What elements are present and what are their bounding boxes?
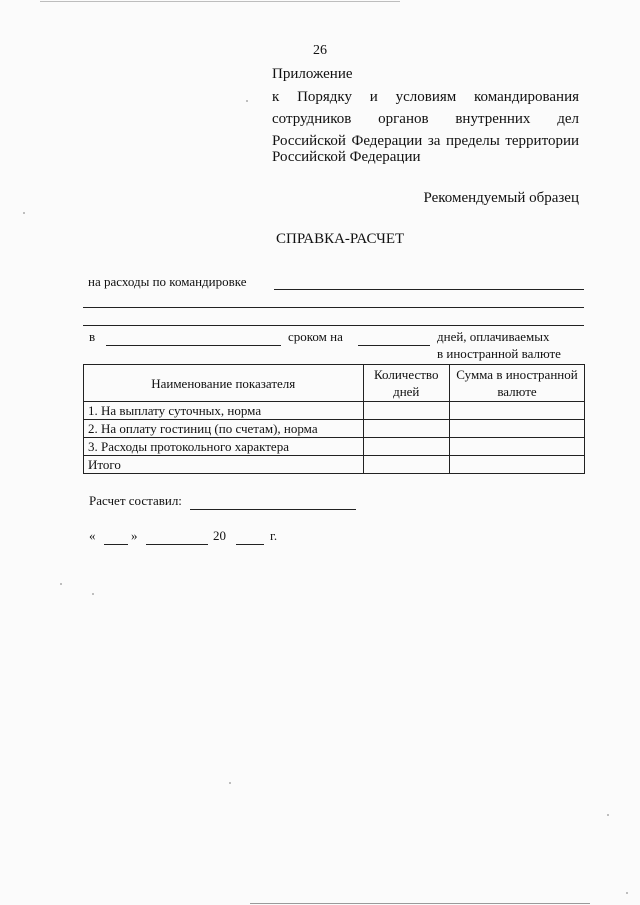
date-day-field[interactable] [104,544,128,545]
expenses-purpose-field-line-3[interactable] [83,325,584,326]
header-days: Количество дней [363,365,449,402]
scan-edge-bottom [250,903,590,904]
appendix-line-3: Российской Федерации за пределы территории [272,133,579,149]
appendix-line-2: сотрудников органов внутренних дел [272,111,579,127]
days-cell[interactable] [363,456,449,474]
row-label: Итого [84,456,364,474]
signature-field[interactable] [190,509,356,510]
table-row [84,420,585,438]
destination-field[interactable] [106,345,281,346]
amount-cell[interactable] [449,456,584,474]
expenses-label: на расходы по командировке [88,274,247,289]
days-cell[interactable] [363,438,449,456]
days-count-field[interactable] [358,345,430,346]
days-cell[interactable] [363,420,449,438]
table-row [84,438,585,456]
page-number: 26 [313,43,327,58]
row-label: 1. На выплату суточных, норма [84,402,364,420]
amount-cell[interactable] [449,438,584,456]
date-year-prefix: 20 [213,528,226,543]
expenses-purpose-field-line-2[interactable] [83,307,584,308]
scan-speck [60,583,62,585]
scan-speck [607,814,609,816]
appendix-line-1: к Порядку и условиям командирования [272,89,579,105]
expenses-purpose-field[interactable] [274,289,584,290]
term-label: сроком на [288,329,343,344]
scan-edge-top [40,1,400,2]
scan-speck [246,100,248,102]
signature-label: Расчет составил: [89,493,182,508]
scan-speck [229,782,231,784]
date-close-quote: » [131,528,138,543]
destination-prefix: в [89,329,96,344]
row-label: 2. На оплату гостиниц (по счетам), норма [84,420,364,438]
form-title: СПРАВКА-РАСЧЕТ [276,231,405,247]
table-row-total [84,456,585,474]
days-paid-label: дней, оплачиваемых [437,329,550,344]
appendix-line-4: Российской Федерации [272,149,421,165]
amount-cell[interactable] [449,420,584,438]
sample-label: Рекомендуемый образец [423,190,579,206]
scan-speck [23,212,25,214]
date-year-suffix: г. [270,528,278,543]
header-amount: Сумма в иностранной валюте [449,365,584,402]
date-month-field[interactable] [146,544,208,545]
scan-speck [626,892,628,894]
table-row [84,402,585,420]
amount-cell[interactable] [449,402,584,420]
appendix-title: Приложение [272,66,353,82]
table-header-row [84,365,585,402]
currency-label: в иностранной валюте [437,346,561,361]
date-open-quote: « [89,528,96,543]
date-year-field[interactable] [236,544,264,545]
calculation-table [83,364,585,474]
row-label: 3. Расходы протокольного характера [84,438,364,456]
days-cell[interactable] [363,402,449,420]
header-indicator: Наименование показателя [84,365,364,402]
scan-speck [92,593,94,595]
